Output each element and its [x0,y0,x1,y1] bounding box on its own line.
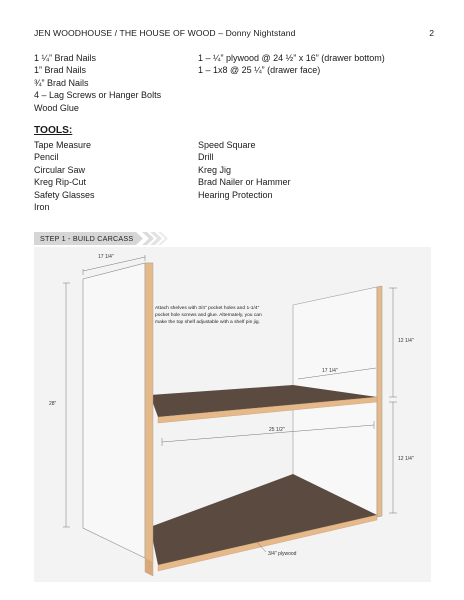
tool-item: Circular Saw [34,164,86,175]
material-item: 4 – Lag Screws or Hanger Bolts [34,90,162,101]
tool-item: Tape Measure [34,140,92,150]
left-side-panel [83,263,145,558]
material-item: 1 ¼” Brad Nails [34,53,97,63]
tools-heading: TOOLS: [34,125,73,136]
carcass-diagram [34,247,431,582]
tool-item: Brad Nailer or Hammer [198,177,291,188]
tool-item: Drill [198,152,214,163]
tool-item: Speed Square [198,140,256,150]
tool-item: Hearing Protection [198,189,273,200]
materials-list-left [34,52,161,114]
right-panel-edge [377,286,382,517]
tool-item: Kreg Rip-Cut [34,177,87,188]
tools-list-left [34,139,95,213]
document-title: JEN WOODHOUSE / THE HOUSE OF WOOD – Donny Nightstand [34,28,296,38]
material-item: 1 – 1x8 @ 25 ¼” (drawer face) [198,65,321,76]
material-item: 1 – ¼” plywood @ 24 ½” x 16” (drawer bottom) [198,53,385,63]
page-header [34,28,434,42]
tool-item: Pencil [34,152,59,163]
materials-list-right [198,52,385,77]
tool-item: Kreg Jig [198,164,232,175]
tool-item: Iron [34,202,50,213]
material-item: ¾” Brad Nails [34,77,89,88]
material-item: Wood Glue [34,102,79,113]
tools-list-right [198,139,291,201]
page-number: 2 [429,28,434,38]
dim-height: 28" [49,401,57,407]
dim-inner-width: 25 1/2" [269,427,285,433]
dim-lower-gap: 12 1/4" [398,456,414,462]
material-item: 1” Brad Nails [34,65,87,76]
left-panel-front-edge [145,263,153,576]
dim-shelf-depth: 17 1/4" [322,368,338,374]
step-banner [34,232,168,245]
step-label: STEP 1 - BUILD CARCASS [40,234,134,243]
carcass-drawing [34,247,431,582]
assembly-note: Attach shelves with 3/4" pocket holes and 1-1/4" pocket hole screws and glue. Alternately, you can make the top shelf adjustable with a shelf pin jig. [155,306,262,326]
dim-top-depth: 17 1/4" [98,254,114,260]
tool-item: Safety Glasses [34,189,95,200]
dim-plywood: 3/4" plywood [268,551,297,557]
dim-upper-gap: 12 1/4" [398,338,414,344]
